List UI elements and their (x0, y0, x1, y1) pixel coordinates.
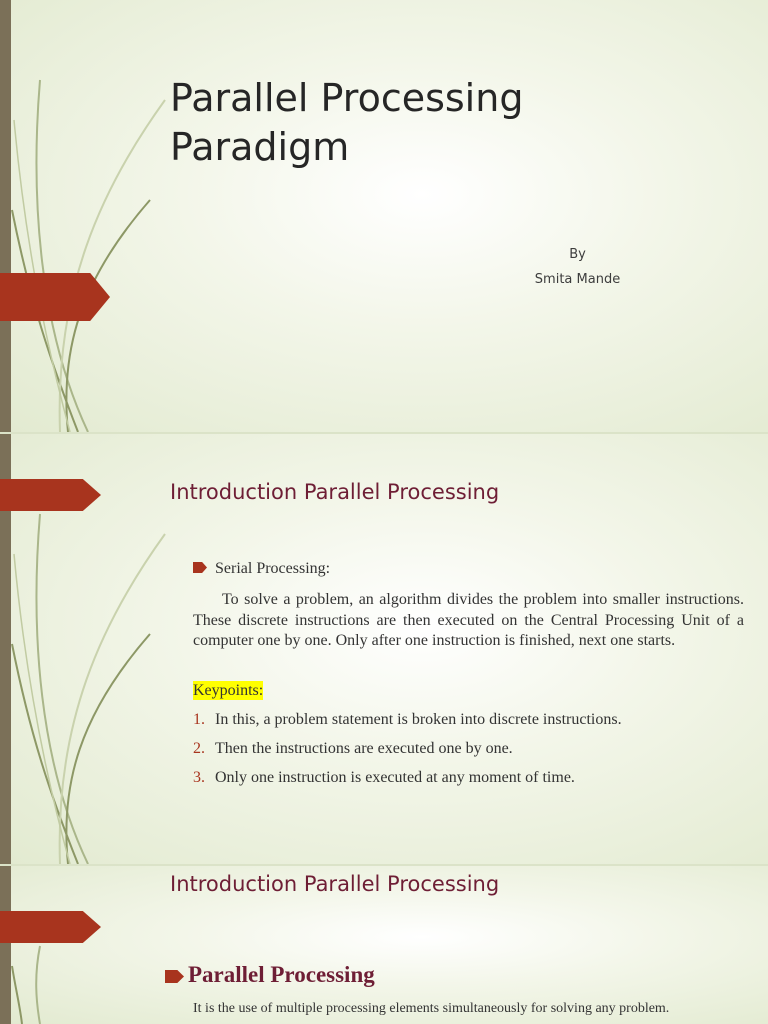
title-slide (0, 0, 768, 432)
title-line-2: Paradigm (170, 125, 350, 169)
list-text: Then the instructions are executed one by one. (215, 740, 513, 757)
list-item (193, 710, 753, 739)
bullet-label: Serial Processing: (215, 560, 331, 577)
keypoints-list (193, 710, 753, 797)
parallel-slide (0, 866, 768, 1024)
accent-arrow-shape (0, 479, 101, 511)
author-name: Smita Mande (534, 272, 621, 287)
list-number: 3. (193, 769, 205, 786)
by-label: By (569, 247, 586, 262)
parallel-processing-text: It is the use of multiple processing elements simultaneously for solving any problem. (193, 1001, 670, 1016)
title-line-1: Parallel Processing (170, 76, 524, 120)
list-item (193, 739, 753, 768)
parallel-processing-heading: Parallel Processing (188, 962, 375, 987)
slide-heading: Introduction Parallel Processing (170, 872, 500, 896)
list-item (193, 768, 753, 797)
serial-processing-paragraph: To solve a problem, an algorithm divides the problem into smaller instructions. These discrete instructions are then executed on the Central Processing Unit of a computer one by one. Only after one instruction is finished, next one starts. (193, 591, 744, 649)
accent-arrow-shape (0, 911, 101, 943)
decorative-swirl-lines (0, 0, 200, 432)
list-number: 1. (193, 711, 205, 728)
keypoints-label: Keypoints: (193, 682, 264, 699)
intro-slide (0, 434, 768, 864)
list-number: 2. (193, 740, 205, 757)
author-block (530, 242, 625, 292)
list-text: In this, a problem statement is broken into discrete instructions. (215, 711, 622, 728)
slide-heading: Introduction Parallel Processing (170, 480, 500, 504)
slide-title (170, 74, 523, 172)
accent-arrow-shape (0, 273, 110, 321)
list-text: Only one instruction is executed at any moment of time. (215, 769, 575, 786)
arrow-bullet-icon (193, 562, 207, 573)
